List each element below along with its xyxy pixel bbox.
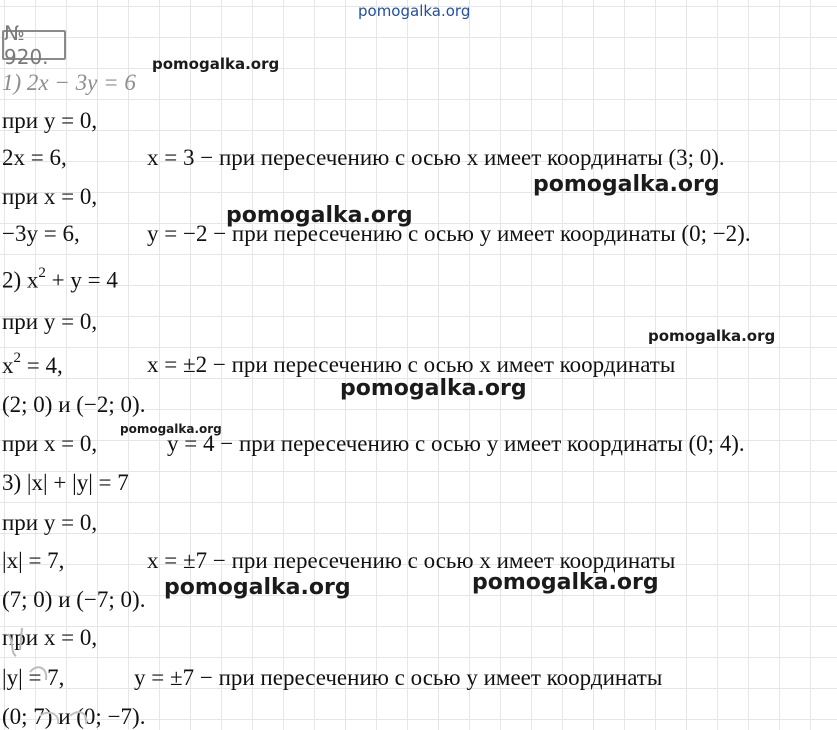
condition-line: при x = 0, — [2, 184, 98, 209]
equation-3: 3) |x| + |y| = 7 — [2, 470, 129, 495]
exponent: 2 — [38, 265, 46, 281]
coordinates-line: (7; 0) и (−7; 0). — [2, 587, 146, 612]
site-watermark-top: pomogalka.org — [358, 2, 471, 20]
solution-line — [2, 548, 832, 574]
watermark: pomogalka.org — [120, 422, 222, 436]
result-text: y = 4 − при пересечению с осью y имеет координаты (0; 4). — [167, 431, 745, 456]
exponent: 2 — [13, 350, 21, 366]
condition-line: при x = 0, — [2, 625, 98, 650]
solution-line — [2, 221, 832, 247]
watermark: pomogalka.org — [226, 203, 413, 228]
condition-line: при y = 0, — [2, 108, 98, 133]
solution-line — [2, 665, 832, 691]
condition-part: при x = 0, — [2, 431, 98, 456]
equation-text: x — [2, 352, 14, 378]
solution-line — [2, 431, 832, 457]
equation-text: = 4, — [21, 352, 63, 378]
result-text: y = −2 − при пересечению с осью y имеет координаты (0; −2). — [147, 221, 751, 246]
equation-part: |y| = 7, — [2, 665, 65, 690]
result-text: y = ±7 − при пересечению с осью y имеет координаты — [134, 665, 663, 690]
watermark: pomogalka.org — [472, 570, 659, 595]
coordinates-line: (0; 7) и (0; −7). — [2, 704, 146, 729]
equation-part — [2, 350, 63, 378]
equation-text: 2) x — [2, 267, 39, 293]
condition-line: при y = 0, — [2, 309, 98, 334]
equation-1: 1) 2x − 3y = 6 — [2, 70, 136, 95]
watermark: pomogalka.org — [340, 376, 527, 401]
solution-line — [2, 145, 832, 171]
equation-part: |x| = 7, — [2, 548, 65, 573]
result-text: x = 3 − при пересечению с осью x имеет координаты (3; 0). — [147, 145, 725, 170]
solution-line — [2, 352, 832, 379]
watermark: pomogalka.org — [164, 575, 351, 600]
watermark: pomogalka.org — [648, 327, 776, 345]
coordinates-line: (2; 0) и (−2; 0). — [2, 392, 146, 417]
condition-line: при y = 0, — [2, 510, 98, 535]
equation-2 — [2, 267, 118, 294]
result-text: x = ±7 − при пересечению с осью x имеет координаты — [147, 548, 676, 573]
equation-part: −3y = 6, — [2, 221, 80, 246]
equation-part: 2x = 6, — [2, 145, 67, 170]
equation-text: + y = 4 — [45, 267, 118, 293]
problem-number: № 920. — [2, 30, 66, 60]
watermark: pomogalka.org — [152, 55, 280, 73]
watermark: pomogalka.org — [533, 172, 720, 197]
result-text: x = ±2 − при пересечению с осью x имеет координаты — [147, 352, 676, 377]
